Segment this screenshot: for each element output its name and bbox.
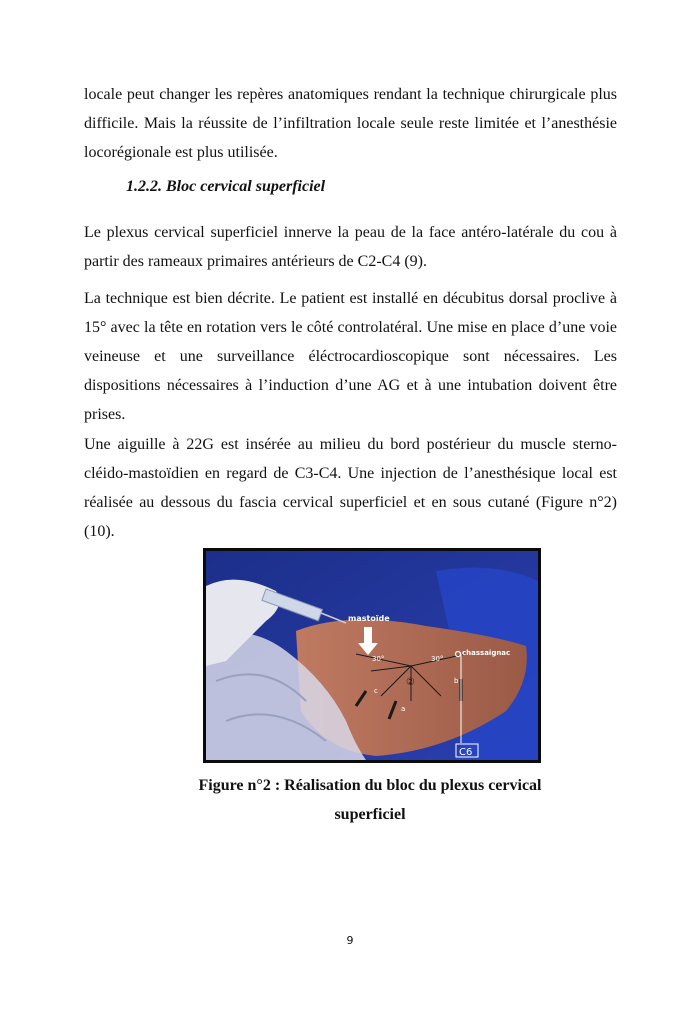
label-letter-a: a bbox=[401, 705, 406, 713]
page-number: 9 bbox=[346, 934, 354, 947]
label-chassaignac: chassaignac bbox=[462, 649, 511, 657]
label-letter-b: b bbox=[454, 677, 459, 685]
label-mastoide: mastoïde bbox=[348, 614, 390, 623]
paragraph-1: locale peut changer les repères anatomiques rendant la technique chirurgicale plus difficile. Mais la réussite de l’infiltration locale seule reste limitée et l’anesthésie locorégionale est plus utilisée. bbox=[84, 86, 617, 161]
figure-caption-line-2: superficiel bbox=[334, 806, 406, 823]
figure-illustration bbox=[206, 551, 538, 760]
figure-photo bbox=[203, 548, 541, 763]
figure-caption-line-1: Figure n°2 : Réalisation du bloc du plexus cervical bbox=[198, 777, 542, 794]
label-letter-c: c bbox=[374, 687, 378, 695]
label-angle-left: 30° bbox=[372, 655, 385, 663]
paragraph-4: Une aiguille à 22G est insérée au milieu du bord postérieur du muscle sterno-cléido-mastoïdien en regard de C3-C4. Une injection de l’anesthésique local est réalisée au dessous du fascia cervical superficiel et en sous cutané (Figure n°2) (10). bbox=[84, 436, 617, 540]
paragraph-2: Le plexus cervical superficiel innerve la peau de la face antéro-latérale du cou à partir des rameaux primaires antérieurs de C2-C4 (9). bbox=[84, 224, 617, 270]
label-c6: C6 bbox=[459, 747, 473, 758]
section-heading: 1.2.2. Bloc cervical superficiel bbox=[126, 178, 326, 195]
label-circle-number: ② bbox=[406, 677, 415, 688]
paragraph-3: La technique est bien décrite. Le patient est installé en décubitus dorsal proclive à 15° avec la tête en rotation vers le côté controlatéral. Une mise en place d’une voie veineuse et une surveillance éléctrocardioscopique sont nécessaires. Les dispositions nécessaires à l’induction d’une AG et à une intubation doivent être prises. bbox=[84, 290, 617, 423]
label-angle-right: 30° bbox=[431, 655, 444, 663]
